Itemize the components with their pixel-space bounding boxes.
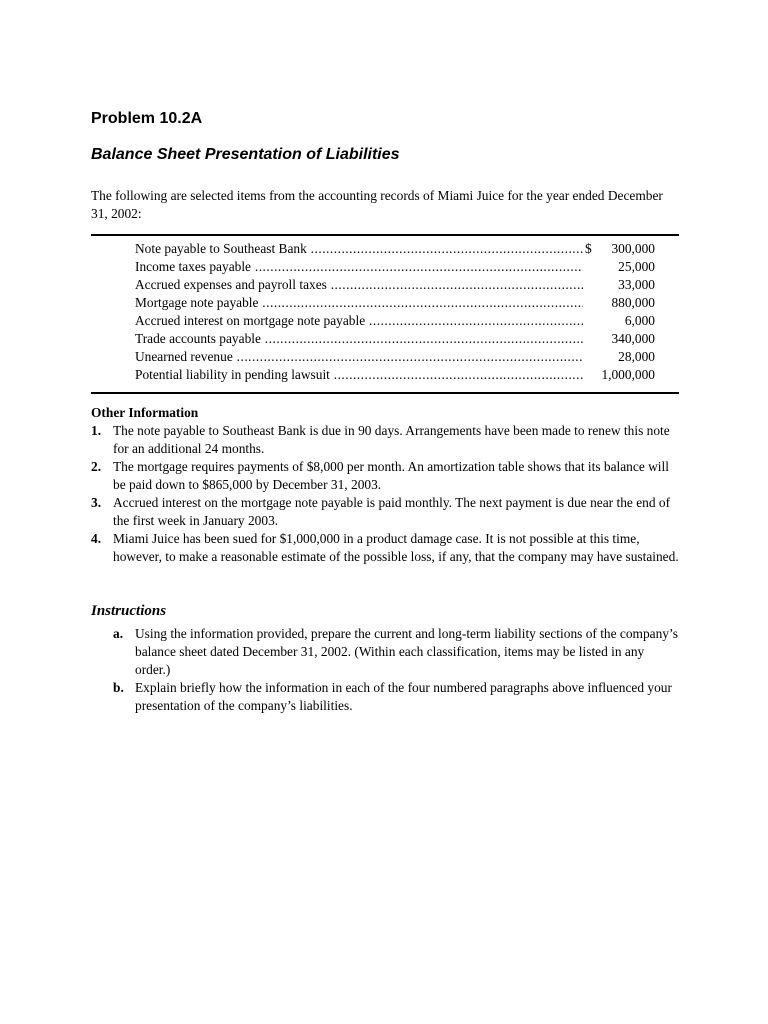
document-page [91,108,679,715]
item-letter: b. [113,680,124,695]
liabilities-ledger [91,236,679,388]
ledger-row [135,330,655,348]
ledger-row [135,294,655,312]
item-number: 4. [91,531,102,546]
ledger-row [135,312,655,330]
ledger-item-label: Accrued interest on mortgage note payable ..... [135,312,583,330]
problem-title: Problem 10.2A [91,110,203,127]
ledger-item-amount [583,330,655,348]
other-information-heading: Other Information [91,405,199,420]
instructions-heading: Instructions [91,603,167,619]
item-text: The mortgage requires payments of $8,000 per month. An amortization table shows that its balance will be paid down to $865,000 by December 31, 2003. [113,459,669,492]
other-information-list [91,422,679,566]
item-number: 2. [91,459,102,474]
intro-paragraph: The following are selected items from the accounting records of Miami Juice for the year ended December 31, 2002: [91,188,663,221]
ledger-row [135,366,655,384]
list-item [113,679,679,715]
ledger-row [135,240,655,258]
item-text: Explain briefly how the information in each of the four numbered paragraphs above influenced your presentation of the company’s liabilities. [135,680,672,713]
amount-value: 25,000 [618,259,655,274]
ledger-item-amount [583,366,655,384]
ledger-row [135,258,655,276]
list-item [91,458,679,494]
item-text: Using the information provided, prepare the current and long-term liability sections of the company’s balance sheet dated December 31, 2002. (Within each classification, items may be listed in any order.) [135,626,678,677]
ledger-row [135,276,655,294]
amount-value: 1,000,000 [601,367,655,382]
amount-value: 6,000 [624,313,655,328]
ledger-item-amount [583,312,655,330]
item-text: Miami Juice has been sued for $1,000,000 in a product damage case. It is not possible at this time, however, to make a reasonable estimate of the possible loss, if any, that the company may have sustained. [113,531,679,564]
item-number: 3. [91,495,102,510]
ledger-item-amount [583,294,655,312]
list-item [91,494,679,530]
ledger-item-label: Accrued expenses and payroll taxes ..... [135,276,583,294]
list-item [113,625,679,679]
item-number: 1. [91,423,102,438]
ledger-item-label: Unearned revenue ..... [135,348,583,366]
item-letter: a. [113,626,124,641]
amount-value: 880,000 [611,295,655,310]
ledger-item-label: Income taxes payable ..... [135,258,583,276]
ledger-item-amount [583,258,655,276]
amount-value: 300,000 [611,241,655,256]
amount-value: 28,000 [618,349,655,364]
ledger-item-label: Mortgage note payable ..... [135,294,583,312]
amount-value: 33,000 [618,277,655,292]
ledger-item-label: Trade accounts payable ..... [135,330,583,348]
list-item [91,530,679,566]
amount-value: 340,000 [611,331,655,346]
ledger-item-label: Potential liability in pending lawsuit ..... [135,366,583,384]
ledger-item-amount [583,240,655,258]
instructions-list [91,625,679,715]
list-item [91,422,679,458]
ledger-bottom-rule [91,392,679,394]
ledger-item-label: Note payable to Southeast Bank ..... [135,240,583,258]
item-text: The note payable to Southeast Bank is due in 90 days. Arrangements have been made to renew this note for an additional 24 months. [113,423,670,456]
ledger-item-amount [583,276,655,294]
ledger-row [135,348,655,366]
ledger-item-amount [583,348,655,366]
problem-subtitle: Balance Sheet Presentation of Liabilities [91,146,400,163]
item-text: Accrued interest on the mortgage note payable is paid monthly. The next payment is due near the end of the first week in January 2003. [113,495,671,528]
dollar-sign: $ [585,241,592,256]
